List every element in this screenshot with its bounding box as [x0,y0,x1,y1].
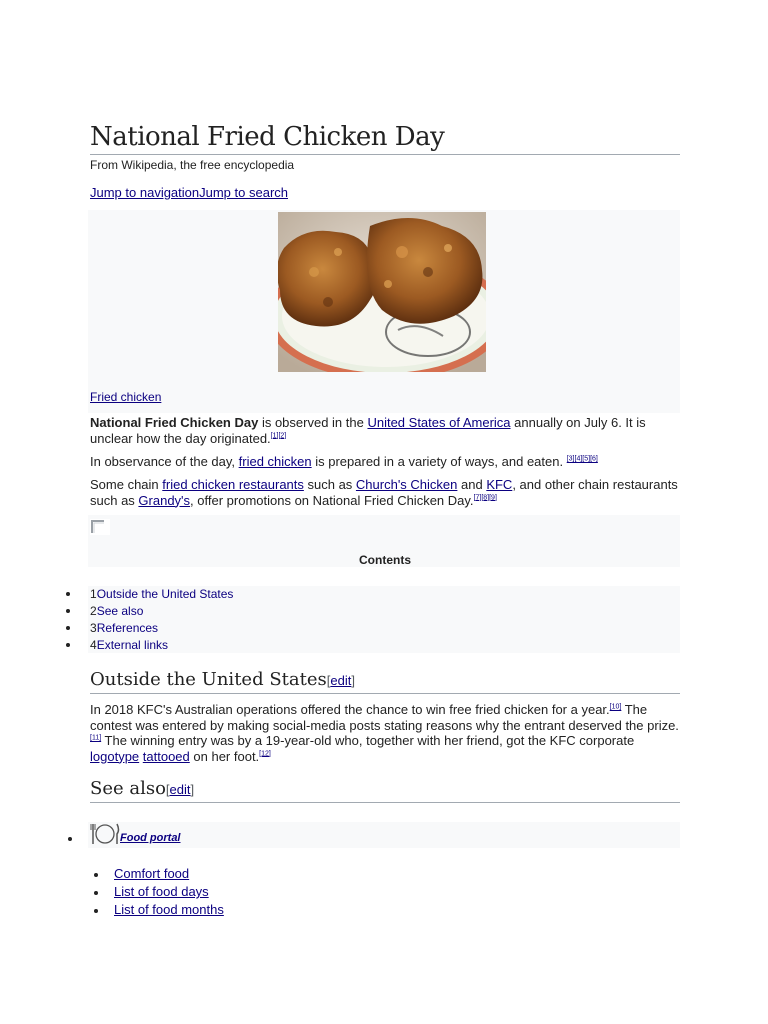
toc-item-references[interactable] [90,620,158,637]
usa-link[interactable]: United States of America [367,415,511,430]
reference-link[interactable]: [3][4][5][6] [566,455,598,463]
edit-section [327,673,355,688]
bullet [68,837,72,841]
heading-text: See also [90,778,166,799]
text-fragment: and [457,477,487,492]
bracket: ] [190,782,195,797]
jump-links [90,185,288,200]
jump-to-search-link[interactable]: Jump to search [199,185,288,200]
toc-item-see-also[interactable] [90,603,143,620]
broken-image-icon [90,519,110,535]
jump-to-navigation-link[interactable]: Jump to navigation [90,185,200,200]
toc-item-outside-us[interactable] [90,586,233,603]
edit-link[interactable]: edit [330,673,352,688]
bullet [94,891,98,895]
food-portal-box [88,822,680,848]
toc-number: 1 [90,587,97,601]
edit-link[interactable]: edit [169,782,191,797]
section-heading-see-also [90,777,680,803]
reference-link[interactable]: [7][8][9] [473,494,497,502]
comfort-food-link[interactable]: Comfort food [114,866,190,881]
bullet [66,609,70,613]
fried-chicken-link[interactable]: fried chicken [238,454,312,469]
image-caption-link[interactable]: Fried chicken [90,390,162,404]
fried-chicken-photo[interactable] [278,212,486,372]
heading-text: Outside the United States [90,669,327,690]
bullet [66,643,70,647]
list-item [114,901,224,918]
text-fragment: Some chain [90,477,163,492]
text-fragment: , offer promotions on National Fried Chicken Day. [190,492,474,508]
intro-paragraph-3 [90,477,680,508]
reference-link[interactable]: [11] [90,734,102,742]
text-fragment: is prepared in a variety of ways, and eaten. [311,454,567,469]
toc-link[interactable]: References [96,621,159,635]
intro-paragraph-1 [90,415,680,446]
section1-paragraph [90,702,680,764]
toc-item-external-links[interactable] [90,637,168,654]
toc-number: 4 [90,638,97,652]
tattooed-link[interactable]: tattooed [142,748,190,764]
text-fragment: In 2018 KFC's Australian operations offered the chance to win free fried chicken for a year. [90,702,610,717]
kfc-link[interactable]: KFC [486,477,513,492]
toc-link[interactable]: Outside the United States [96,587,234,601]
toc-number: 3 [90,621,97,635]
infobox-figure [88,210,680,413]
intro-paragraph-2 [90,454,680,470]
page-title: National Fried Chicken Day [90,120,680,155]
section-heading-outside-us [90,668,680,694]
bullet [94,873,98,877]
reference-link[interactable]: [1][2] [270,432,287,440]
bullet [94,909,98,913]
bullet [66,626,70,630]
churchs-chicken-link[interactable]: Church's Chicken [355,477,458,492]
logotype-link[interactable]: logotype [90,748,140,764]
grandys-link[interactable]: Grandy's [138,492,191,508]
list-of-food-months-link[interactable]: List of food months [114,902,224,917]
fork-plate-icon [90,822,120,846]
list-of-food-days-link[interactable]: List of food days [114,884,209,899]
text-fragment: such as [303,477,356,492]
edit-section [166,782,194,797]
text-fragment: annually on July 6. It is unclear how the day originated. [90,415,646,446]
text-fragment: on her foot. [189,748,260,764]
bracket: [ [326,673,331,688]
bullet [66,592,70,596]
text-fragment: The contest was entered by making social-media posts stating reasons why the entrant deserved the prize. [90,702,679,733]
list-item [114,865,189,882]
tagline: From Wikipedia, the free encyclopedia [90,158,295,172]
toc-number: 2 [90,604,97,618]
image-caption [90,390,161,404]
bracket: ] [351,673,355,688]
toc-title: Contents [359,553,411,567]
bold-title: National Fried Chicken Day [90,415,259,430]
list-item [114,883,209,900]
food-portal-link[interactable]: Food portal [120,832,181,844]
fried-chicken-image [278,212,486,372]
reference-link[interactable]: [12] [259,750,271,758]
toc-list [88,586,680,653]
bracket: [ [165,782,170,797]
reference-link[interactable]: [10] [609,703,622,711]
text-fragment: The winning entry was by a 19-year-old who, together with her friend, got the KFC corporate [101,733,635,748]
text-fragment: , and other chain restaurants such as [90,477,678,508]
text-fragment: In observance of the day, [90,454,239,469]
toc-link[interactable]: See also [96,604,144,618]
fried-chicken-restaurants-link[interactable]: fried chicken restaurants [162,477,304,492]
toc-link[interactable]: External links [96,638,169,652]
text-fragment: is observed in the [258,415,368,430]
